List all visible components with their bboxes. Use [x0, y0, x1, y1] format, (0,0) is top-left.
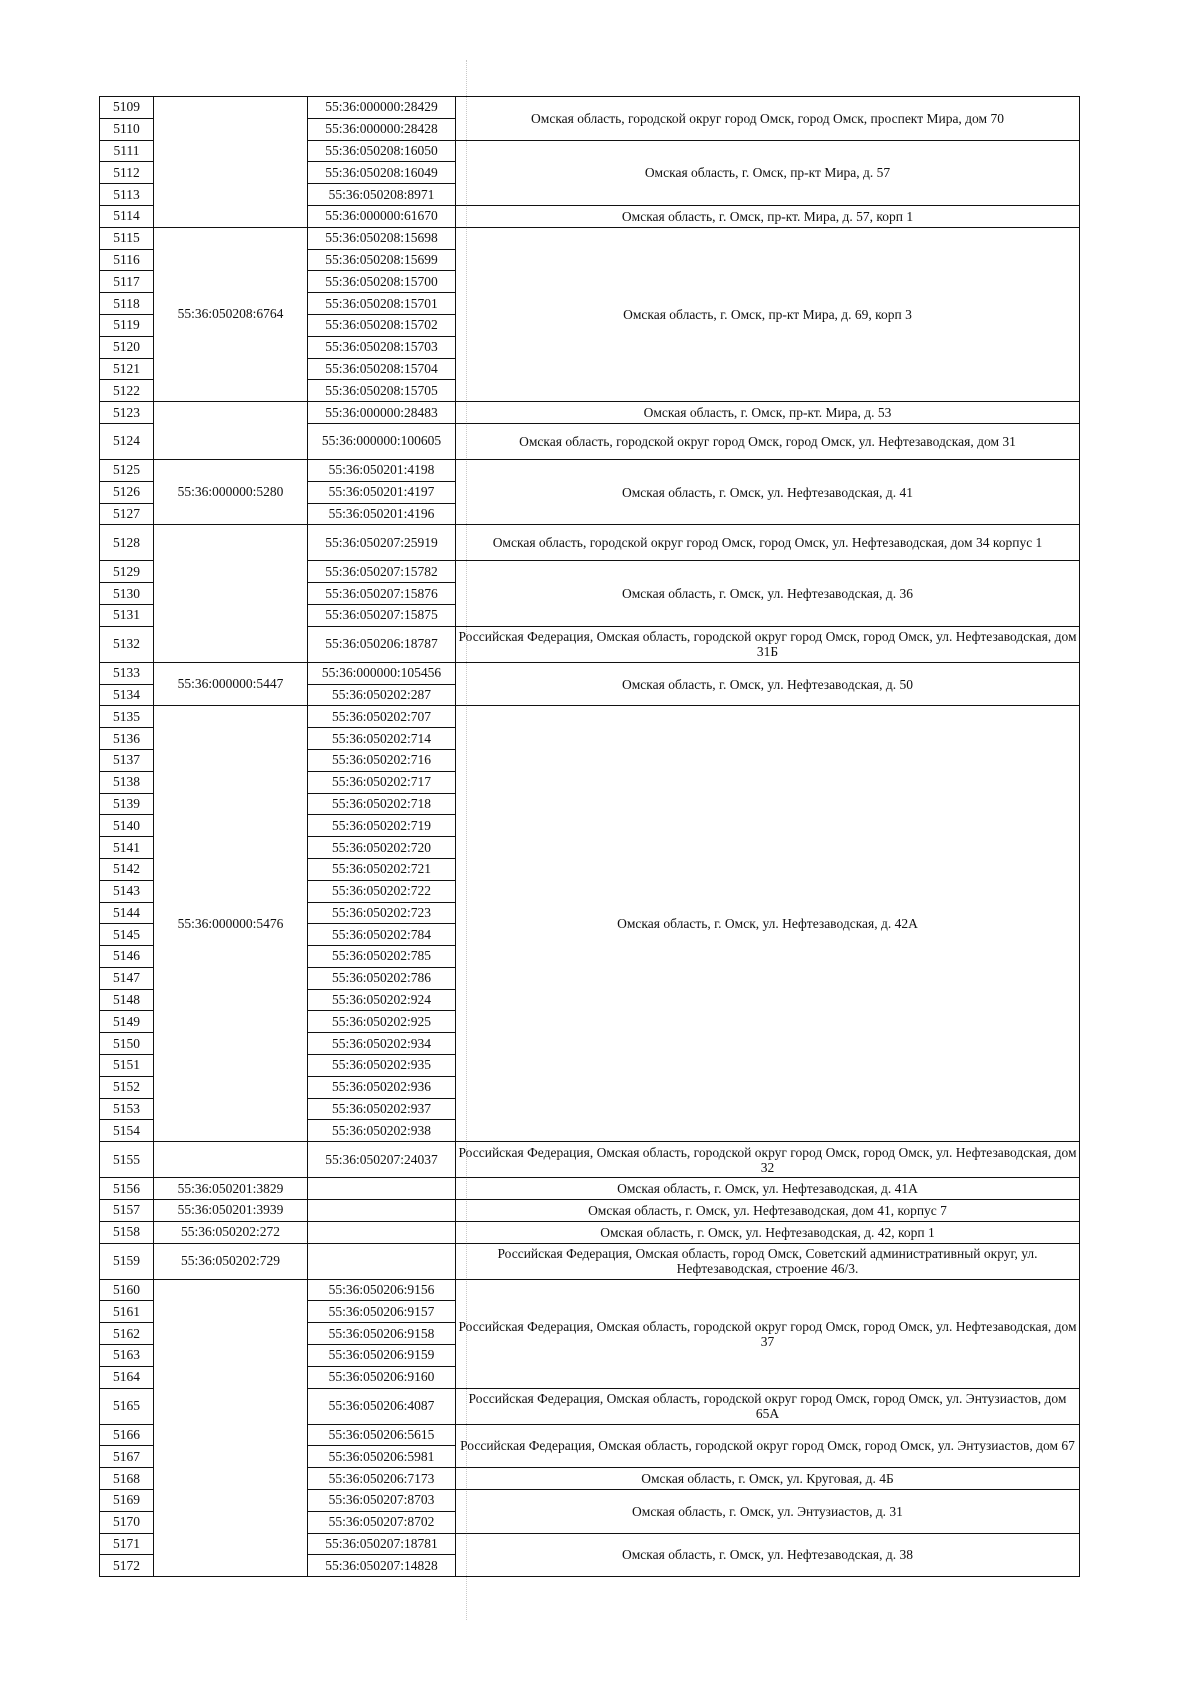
address: Российская Федерация, Омская область, городской округ город Омск, город Омск, ул. Нефтезаводская, дом 32 [456, 1142, 1080, 1178]
row-number: 5130 [100, 583, 154, 605]
cadastral-number: 55:36:050202:935 [308, 1055, 456, 1077]
row-number: 5142 [100, 858, 154, 880]
row-number: 5114 [100, 205, 154, 227]
row-number: 5124 [100, 423, 154, 459]
land-plot-number: 55:36:050201:3939 [154, 1200, 308, 1222]
table-row [100, 525, 1080, 561]
row-number: 5168 [100, 1468, 154, 1490]
row-number: 5133 [100, 662, 154, 684]
row-number: 5155 [100, 1142, 154, 1178]
row-number: 5163 [100, 1345, 154, 1367]
cadastral-number: 55:36:050202:717 [308, 771, 456, 793]
row-number: 5122 [100, 380, 154, 402]
land-plot-empty [154, 1279, 308, 1577]
address: Омская область, г. Омск, ул. Энтузиастов, д. 31 [456, 1490, 1080, 1534]
cadastral-number: 55:36:050201:4198 [308, 459, 456, 481]
cadastral-number: 55:36:050202:721 [308, 858, 456, 880]
row-number: 5160 [100, 1279, 154, 1301]
cadastral-number: 55:36:050202:707 [308, 706, 456, 728]
registry-table [99, 96, 1080, 1577]
cadastral-number: 55:36:050202:718 [308, 793, 456, 815]
cadastral-number: 55:36:050207:15875 [308, 604, 456, 626]
row-number: 5120 [100, 336, 154, 358]
row-number: 5115 [100, 227, 154, 249]
address: Омская область, г. Омск, ул. Нефтезаводская, д. 41А [456, 1178, 1080, 1200]
land-plot-number: 55:36:000000:5476 [154, 706, 308, 1142]
address: Омская область, г. Омск, ул. Нефтезаводская, д. 41 [456, 459, 1080, 524]
address: Омская область, г. Омск, ул. Нефтезаводская, д. 42А [456, 706, 1080, 1142]
land-plot-number: 55:36:000000:5280 [154, 459, 308, 524]
cadastral-number: 55:36:050201:4196 [308, 503, 456, 525]
row-number: 5112 [100, 162, 154, 184]
row-number: 5110 [100, 118, 154, 140]
row-number: 5134 [100, 684, 154, 706]
row-number: 5144 [100, 902, 154, 924]
cadastral-number: 55:36:050207:8703 [308, 1490, 456, 1512]
cadastral-number: 55:36:050208:15699 [308, 249, 456, 271]
cadastral-number: 55:36:050207:8702 [308, 1511, 456, 1533]
cadastral-number: 55:36:050207:15876 [308, 583, 456, 605]
row-number: 5111 [100, 140, 154, 162]
address: Омская область, городской округ город Омск, город Омск, ул. Нефтезаводская, дом 31 [456, 423, 1080, 459]
table-row [100, 1142, 1080, 1178]
cadastral-number: 55:36:050202:723 [308, 902, 456, 924]
land-plot-empty [154, 525, 308, 662]
cadastral-number [308, 1221, 456, 1243]
land-plot-number: 55:36:050208:6764 [154, 227, 308, 401]
cadastral-number: 55:36:050208:16050 [308, 140, 456, 162]
cadastral-number: 55:36:050202:938 [308, 1120, 456, 1142]
row-number: 5116 [100, 249, 154, 271]
row-number: 5165 [100, 1388, 154, 1424]
cadastral-number: 55:36:050206:9159 [308, 1345, 456, 1367]
table-row [100, 1178, 1080, 1200]
address: Омская область, городской округ город Омск, город Омск, ул. Нефтезаводская, дом 34 корпус 1 [456, 525, 1080, 561]
address: Омская область, г. Омск, пр-кт Мира, д. 69, корп 3 [456, 227, 1080, 401]
address: Российская Федерация, Омская область, городской округ город Омск, город Омск, ул. Энтузиастов, дом 65А [456, 1388, 1080, 1424]
row-number: 5117 [100, 271, 154, 293]
row-number: 5123 [100, 402, 154, 424]
table-row [100, 402, 1080, 424]
table-row [100, 97, 1080, 119]
cadastral-number: 55:36:050208:15698 [308, 227, 456, 249]
table-row [100, 1200, 1080, 1222]
row-number: 5145 [100, 924, 154, 946]
address: Омская область, г. Омск, пр-кт. Мира, д. 57, корп 1 [456, 205, 1080, 227]
land-plot-empty [154, 1142, 308, 1178]
row-number: 5136 [100, 728, 154, 750]
row-number: 5166 [100, 1424, 154, 1446]
row-number: 5129 [100, 561, 154, 583]
cadastral-number: 55:36:050202:924 [308, 989, 456, 1011]
address: Омская область, г. Омск, ул. Нефтезаводская, д. 42, корп 1 [456, 1221, 1080, 1243]
row-number: 5151 [100, 1055, 154, 1077]
cadastral-number: 55:36:050202:934 [308, 1033, 456, 1055]
cadastral-number: 55:36:000000:28429 [308, 97, 456, 119]
cadastral-number: 55:36:050207:14828 [308, 1555, 456, 1577]
row-number: 5135 [100, 706, 154, 728]
cadastral-number: 55:36:000000:100605 [308, 423, 456, 459]
cadastral-number: 55:36:050206:9160 [308, 1366, 456, 1388]
land-plot-empty [154, 97, 308, 228]
row-number: 5128 [100, 525, 154, 561]
table-row [100, 662, 1080, 684]
row-number: 5127 [100, 503, 154, 525]
cadastral-number: 55:36:050206:9156 [308, 1279, 456, 1301]
cadastral-number: 55:36:050207:25919 [308, 525, 456, 561]
cadastral-number: 55:36:050202:719 [308, 815, 456, 837]
row-number: 5172 [100, 1555, 154, 1577]
row-number: 5126 [100, 481, 154, 503]
cadastral-number: 55:36:000000:28483 [308, 402, 456, 424]
cadastral-number: 55:36:050202:722 [308, 880, 456, 902]
row-number: 5125 [100, 459, 154, 481]
row-number: 5154 [100, 1120, 154, 1142]
row-number: 5141 [100, 837, 154, 859]
row-number: 5131 [100, 604, 154, 626]
row-number: 5161 [100, 1301, 154, 1323]
row-number: 5156 [100, 1178, 154, 1200]
cadastral-number: 55:36:050208:15702 [308, 314, 456, 336]
table-row [100, 706, 1080, 728]
cadastral-number: 55:36:000000:61670 [308, 205, 456, 227]
cadastral-number: 55:36:050207:24037 [308, 1142, 456, 1178]
row-number: 5150 [100, 1033, 154, 1055]
cadastral-number: 55:36:050208:15700 [308, 271, 456, 293]
cadastral-number: 55:36:050206:4087 [308, 1388, 456, 1424]
row-number: 5149 [100, 1011, 154, 1033]
row-number: 5170 [100, 1511, 154, 1533]
cadastral-number: 55:36:050206:7173 [308, 1468, 456, 1490]
cadastral-number: 55:36:050208:15704 [308, 358, 456, 380]
land-plot-number: 55:36:050202:272 [154, 1221, 308, 1243]
land-plot-number: 55:36:050202:729 [154, 1243, 308, 1279]
row-number: 5138 [100, 771, 154, 793]
address: Омская область, г. Омск, ул. Нефтезаводская, д. 38 [456, 1533, 1080, 1577]
row-number: 5167 [100, 1446, 154, 1468]
row-number: 5157 [100, 1200, 154, 1222]
address: Российская Федерация, Омская область, городской округ город Омск, город Омск, ул. Нефтезаводская, дом 31Б [456, 626, 1080, 662]
cadastral-number: 55:36:050206:5615 [308, 1424, 456, 1446]
table-row [100, 227, 1080, 249]
address: Омская область, г. Омск, пр-кт Мира, д. 57 [456, 140, 1080, 205]
address: Омская область, г. Омск, ул. Круговая, д. 4Б [456, 1468, 1080, 1490]
cadastral-number: 55:36:050201:4197 [308, 481, 456, 503]
land-plot-number: 55:36:050201:3829 [154, 1178, 308, 1200]
address: Российская Федерация, Омская область, город Омск, Советский административный округ, ул. Нефтезаводская, строение 46/3. [456, 1243, 1080, 1279]
row-number: 5113 [100, 184, 154, 206]
land-plot-number: 55:36:000000:5447 [154, 662, 308, 706]
cadastral-number: 55:36:000000:105456 [308, 662, 456, 684]
table-row [100, 1243, 1080, 1279]
cadastral-number: 55:36:050202:936 [308, 1076, 456, 1098]
cadastral-number: 55:36:050207:18781 [308, 1533, 456, 1555]
row-number: 5147 [100, 967, 154, 989]
cadastral-number: 55:36:050206:18787 [308, 626, 456, 662]
address: Омская область, г. Омск, пр-кт. Мира, д. 53 [456, 402, 1080, 424]
cadastral-number: 55:36:050202:714 [308, 728, 456, 750]
cadastral-number: 55:36:050208:16049 [308, 162, 456, 184]
cadastral-number: 55:36:050202:937 [308, 1098, 456, 1120]
row-number: 5132 [100, 626, 154, 662]
cadastral-number: 55:36:050206:9158 [308, 1323, 456, 1345]
cadastral-number [308, 1178, 456, 1200]
row-number: 5152 [100, 1076, 154, 1098]
row-number: 5140 [100, 815, 154, 837]
row-number: 5121 [100, 358, 154, 380]
row-number: 5162 [100, 1323, 154, 1345]
cadastral-number: 55:36:050202:925 [308, 1011, 456, 1033]
cadastral-number: 55:36:050208:15703 [308, 336, 456, 358]
table-row [100, 1279, 1080, 1301]
cadastral-number [308, 1243, 456, 1279]
cadastral-number [308, 1200, 456, 1222]
cadastral-number: 55:36:050202:786 [308, 967, 456, 989]
cadastral-number: 55:36:050208:15705 [308, 380, 456, 402]
cadastral-number: 55:36:050206:9157 [308, 1301, 456, 1323]
row-number: 5153 [100, 1098, 154, 1120]
row-number: 5109 [100, 97, 154, 119]
row-number: 5164 [100, 1366, 154, 1388]
row-number: 5171 [100, 1533, 154, 1555]
land-plot-empty [154, 402, 308, 460]
row-number: 5146 [100, 946, 154, 968]
address: Российская Федерация, Омская область, городской округ город Омск, город Омск, ул. Энтузиастов, дом 67 [456, 1424, 1080, 1468]
cadastral-number: 55:36:050202:720 [308, 837, 456, 859]
row-number: 5148 [100, 989, 154, 1011]
row-number: 5118 [100, 293, 154, 315]
cadastral-number: 55:36:050208:15701 [308, 293, 456, 315]
address: Российская Федерация, Омская область, городской округ город Омск, город Омск, ул. Нефтезаводская, дом 37 [456, 1279, 1080, 1388]
cadastral-number: 55:36:000000:28428 [308, 118, 456, 140]
row-number: 5139 [100, 793, 154, 815]
cadastral-number: 55:36:050202:785 [308, 946, 456, 968]
row-number: 5143 [100, 880, 154, 902]
row-number: 5158 [100, 1221, 154, 1243]
table-row [100, 459, 1080, 481]
address: Омская область, г. Омск, ул. Нефтезаводская, дом 41, корпус 7 [456, 1200, 1080, 1222]
row-number: 5119 [100, 314, 154, 336]
cadastral-number: 55:36:050208:8971 [308, 184, 456, 206]
row-number: 5169 [100, 1490, 154, 1512]
cadastral-number: 55:36:050202:716 [308, 749, 456, 771]
cadastral-number: 55:36:050202:287 [308, 684, 456, 706]
table-row [100, 1221, 1080, 1243]
row-number: 5137 [100, 749, 154, 771]
cadastral-number: 55:36:050207:15782 [308, 561, 456, 583]
address: Омская область, г. Омск, ул. Нефтезаводская, д. 50 [456, 662, 1080, 706]
address: Омская область, г. Омск, ул. Нефтезаводская, д. 36 [456, 561, 1080, 626]
address: Омская область, городской округ город Омск, город Омск, проспект Мира, дом 70 [456, 97, 1080, 141]
cadastral-number: 55:36:050206:5981 [308, 1446, 456, 1468]
row-number: 5159 [100, 1243, 154, 1279]
cadastral-number: 55:36:050202:784 [308, 924, 456, 946]
